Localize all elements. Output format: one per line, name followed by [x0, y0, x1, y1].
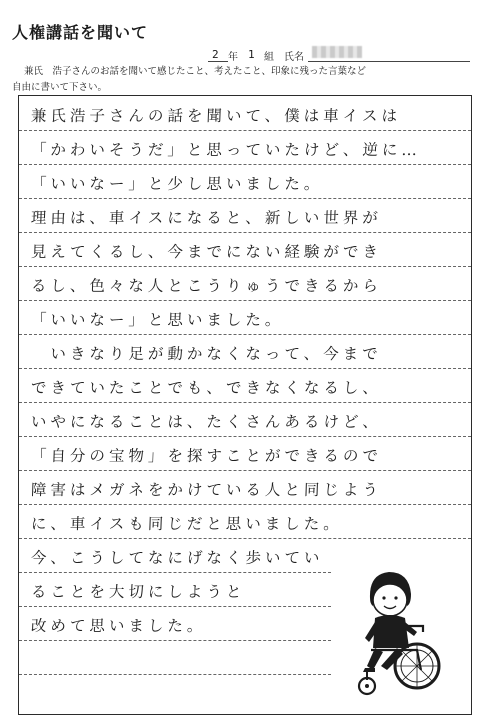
name-underline: [308, 61, 470, 62]
grade-underline: [208, 61, 228, 62]
ruled-line: [19, 198, 471, 199]
grade-value: 2: [212, 48, 219, 61]
ruled-line: [19, 334, 471, 335]
essay-line: 「いいなー」と思いました。: [30, 311, 285, 329]
essay-line: 「かわいそうだ」と思っていたけど、逆に…: [30, 141, 422, 159]
grade-label: 年: [228, 52, 238, 63]
ruled-line: [19, 402, 471, 403]
ruled-line: [19, 640, 331, 641]
instruction-line-1: 兼氏 浩子さんのお話を聞いて感じたこと、考えたこと、印象に残った言葉など: [24, 66, 367, 77]
essay-line: いやになることは、たくさんあるけど、: [30, 413, 383, 431]
essay-line: 見えてくるし、今までにない経験ができ: [30, 243, 383, 261]
writing-sheet: [18, 95, 472, 715]
class-value: 1: [248, 48, 255, 61]
class-label: 組: [264, 52, 274, 63]
essay-line: るし、色々な人とこうりゅうできるから: [30, 277, 383, 295]
instruction-line-2: 自由に書いて下さい。: [12, 82, 108, 93]
essay-line: できていたことでも、できなくなるし、: [30, 379, 383, 397]
ruled-line: [19, 504, 471, 505]
essay-line: 障害はメガネをかけている人と同じよう: [30, 481, 383, 499]
worksheet-title: 人権講話を聞いて: [12, 23, 149, 42]
essay-line: 改めて思いました。: [30, 617, 207, 635]
essay-line: ることを大切にしようと: [30, 583, 246, 601]
student-info: [200, 46, 470, 64]
instructions: [12, 64, 472, 96]
ruled-line: [19, 572, 331, 573]
essay-line: 兼氏浩子さんの話を聞いて、僕は車イスは: [30, 107, 402, 125]
ruled-line: [19, 538, 471, 539]
ruled-line: [19, 470, 471, 471]
redacted-name: [312, 46, 362, 58]
ruled-line: [19, 130, 471, 131]
essay-line: 理由は、車イスになると、新しい世界が: [30, 209, 383, 227]
ruled-line: [19, 436, 471, 437]
ruled-line: [19, 266, 471, 267]
name-label: 氏名: [284, 52, 304, 63]
wheelchair-child-illustration: [337, 566, 447, 698]
ruled-line: [19, 674, 331, 675]
ruled-line: [19, 164, 471, 165]
ruled-line: [19, 606, 331, 607]
essay-line: 「いいなー」と少し思いました。: [30, 175, 324, 193]
essay-line: 今、こうしてなにげなく歩いてい: [30, 549, 324, 567]
ruled-line: [19, 300, 471, 301]
essay-line: 「自分の宝物」を探すことができるので: [30, 447, 383, 465]
essay-line: いきなり足が動かなくなって、今まで: [30, 345, 382, 363]
essay-line: に、車イスも同じだと思いました。: [30, 515, 344, 533]
ruled-line: [19, 232, 471, 233]
ruled-line: [19, 368, 471, 369]
